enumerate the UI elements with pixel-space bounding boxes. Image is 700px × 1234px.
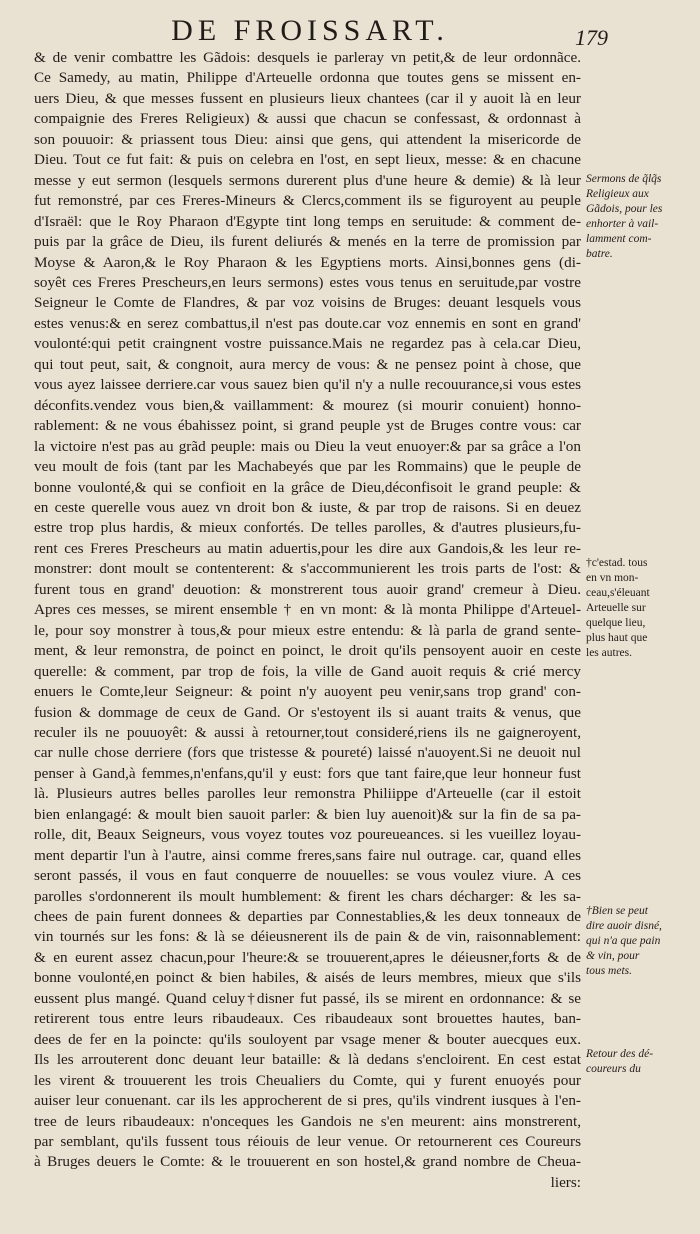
text-line: & en eurent assez chacun,pour l'heure:& se trouuerent,apres le déieusner,forts & de (34, 948, 581, 966)
text-line: & de venir combattre les Gãdois: desquels ie parleray vn petit,& de leur ordonnãce. (34, 49, 581, 66)
marginal-note-line: qui n'a que pain (586, 935, 661, 947)
text-line: le, pour soy monstrer à tous,& pour mieux estre entendu: & là parla de grand sente- (34, 621, 581, 639)
text-line: bonne voulonté,& qui se confioit en la grâce de Dieu,déconfisoit le grand peuple: & (34, 478, 581, 496)
marginal-note-line: tous mets. (586, 965, 632, 977)
text-line: rablement: & ne vous ébahissez point, si grand peuple yst de Bruges contre vous: car (34, 417, 581, 435)
text-line: par semblant, qu'ils fussent tous réiouis de leur venue. Or retournerent ces Coureurs (34, 1133, 581, 1151)
text-line: veu moult de fois (tant par les Machabeyés que par les Rommains) que le peuple de (34, 458, 581, 476)
text-line: les virent & trouuerent les trois Cheualiers du Comte, qui y furent enuoyés pour (34, 1071, 581, 1089)
marginal-note-line: & vin, pour (586, 950, 640, 962)
text-line: rent ces Freres Prescheurs au matin aduertis,pour les dire aux Gandois,& les leur re- (34, 539, 581, 557)
text-line: monstrer: dont moult se contenterent: & s'accommunierent les trois parts de l'ost: & (34, 560, 581, 578)
text-line: déconfits.vendez vous bien,& vaillamment: & mourez (si mourir conuient) honno- (34, 396, 581, 414)
text-line: vous ayez laissee derriere.car vous sauez bien qu'il n'y a nulle recouurance,si vous estes (34, 376, 581, 394)
marginal-note-retour (586, 1047, 696, 1077)
text-line: bonne voulonté,en poinct & bien habiles, & aisés de leurs membres, mieux que s'ils (34, 969, 581, 987)
text-line: car nulle chose derriere (fors que tristesse & poureté) laissé n'auoyent.Si ne deuoit nul (34, 744, 581, 762)
marginal-note-estad (586, 556, 696, 661)
marginal-note-line: quelque lieu, (586, 617, 646, 629)
marginal-note-disne (586, 904, 696, 979)
text-line: vin tournés sur les fons: & là se déieusnerent ils de pain & de vin, raisonnablement: (34, 928, 581, 946)
main-text-block (34, 48, 581, 1193)
marginal-note-line: plus haut que (586, 632, 648, 644)
marginal-note-line: dire auoir disné, (586, 920, 662, 932)
text-line: Moyse & Aaron,& le Roy Pharaon & les Egyptiens morts. Ainsi,bonnes gens (di- (34, 253, 581, 271)
text-line: d'Israël: que le Roy Pharaon d'Egypte tint long temps en seruitude: & comment de- (34, 212, 581, 230)
text-line: Ils les arrouterent donc deuant leur bataille: & là dedans s'encloirent. En cest estat (34, 1051, 581, 1069)
text-line: bien enlangagé: & moult bien sauoit parler: & bien luy auenoit)& sur la fin de sa pa- (34, 805, 581, 823)
text-line: rolle, dit, Beaux Seigneurs, vous voyez toutes voz poureueances. si les vueillez loyau- (34, 826, 581, 844)
page-number: 179 (575, 25, 608, 50)
text-line: uers Dieu, & que messes fussent en plusieurs lieux chantees (car il y auoit là en leur (34, 89, 581, 107)
marginal-note-line: †Bien se peut (586, 905, 648, 917)
text-line: son pouuoir: & priassent tous Dieu: ainsi que gens, qui attendent la misericorde de (34, 130, 581, 148)
text-line: chees de pain furent donnees & departies par Connestablies,& les deux tonneaux de (34, 908, 581, 926)
text-line: voulonté:qui petit craingnent vostre puissance.Mais ne regardez pas à cela.car Dieu, (34, 335, 581, 353)
text-line: Ce Samedy, au matin, Philippe d'Arteuelle ordonna que toutes gens se missent en- (34, 69, 581, 87)
text-line: en ceste querelle vous auez vn droit bon & iuste, & par trop de raisons. Si en deuez (34, 498, 581, 516)
marginal-note-line: les autres. (586, 647, 632, 659)
text-line: Seigneur le Comte de Flandres, & par voz voisins de Bruges: deuant lesquels vous (34, 294, 581, 312)
text-line: dees de fer en la poincte: qu'ils souloyent par vsage mener & bouter auecques eux. (34, 1030, 581, 1048)
text-line: parolles s'ordonnerent ils moult humblement: & firent les chars décharger: & les sa- (34, 887, 581, 905)
marginal-note-line: Religieux aux (586, 188, 649, 200)
text-line: puis par la grâce de Dieu, ils furent deliurés & menés en la terre de promission par (34, 233, 581, 251)
marginal-note-line: batre. (586, 248, 613, 260)
marginal-note-line: lamment com- (586, 233, 652, 245)
marginal-note-line: Arteuelle sur (586, 602, 646, 614)
text-line: retirerent tous entre leurs ribaudeaux. Ces ribaudeaux sont brouettes hautes, ban- (34, 1010, 581, 1028)
text-line: à Bruges deuers le Comte: & le trouuerent en son hostel,& grand nombre de Cheua- (34, 1153, 581, 1171)
text-line: qui tout peut, sait, & congnoit, aura mercy de vous: & ne pensez point à chose, que (34, 355, 581, 373)
marginal-note-line: ceau,s'éleuant (586, 587, 650, 599)
text-line: Dieu. Tout ce fut fait: & puis on celebra en l'ost, en sept lieux, messe: & en chacune (34, 151, 581, 169)
marginal-note-line: †c'estad. tous (586, 557, 648, 569)
text-line: fut remonstré, par ces Freres-Mineurs & Clercs,comment ils se figuroyent au peuple (34, 192, 581, 210)
marginal-note-sermons (586, 172, 696, 262)
text-line: estes venus:& en serez combattus,il n'est pas doute.car voz ennemis en sont en grand' (34, 314, 581, 332)
text-line: estre trop plus hardis, & mieux confortés. De telles parolles, & d'autres plusieurs,fu- (34, 519, 581, 537)
text-line: fusion & dommage de ceux de Gand. Or s'estoyent ils si auant traits & venus, que (34, 703, 581, 721)
text-line: là. Plusieurs autres belles parolles leur remonstra Philiippe d'Arteuelle (car il estoit (34, 785, 581, 803)
text-line: ment, & leur remonstra, de poinct en poinct, le droit qu'ils pensoyent auoir en ceste (34, 642, 581, 660)
marginal-note-line: en vn mon- (586, 572, 639, 584)
text-line: querelle: & comment, par trop de fois, la ville de Gand auoit requis & crié mercy (34, 662, 581, 680)
text-line: messe y eut sermon (lesquels sermons durerent plus d'une heure & demie) & là leur (34, 171, 581, 189)
text-line: furent tous en grand' deuotion: & monstrerent tous auoir grand' cremeur à Dieu. (34, 580, 581, 598)
text-line: Apres ces messes, se mirent ensemble † en vn mont: & là monta Philippe d'Arteuel- (34, 601, 581, 619)
text-line: la victoire n'est pas au grãd peuple: mais ou Dieu la veut enuoyer:& par sa grâce a l'on (34, 437, 581, 455)
catchword: liers: (550, 1173, 581, 1191)
marginal-note-line: Gãdois, pour les (586, 203, 663, 215)
marginal-note-line: Sermons de q̃lq̃s (586, 173, 662, 185)
text-line: enuers le Comte,leur Seigneur: & point n'y auoyent peu venir,sans trop grand' con- (34, 683, 581, 701)
text-line: reculer ils ne pouuoyêt: & aussi à retourner,tout consideré,riens ils ne gaigneroyent, (34, 723, 581, 741)
text-line: seront passés, il vous en faut conquerre de nouuelles: se vous voulez viure. A ces (34, 867, 581, 885)
text-line: penser à Gand,à femmes,n'enfans,qu'il y eust: fors que tant faire,que leur honneur fust (34, 764, 581, 782)
text-line: tree de leurs ribaudeaux: n'onceques les Gandois ne s'en meurent: ains monstrerent, (34, 1112, 581, 1130)
text-line: ment departir l'un à l'autre, ainsi comme freres,sans faire nul outrage. car, quand elles (34, 846, 581, 864)
marginal-note-line: Retour des dé- (586, 1048, 654, 1060)
marginal-note-line: enhorter à vail- (586, 218, 659, 230)
marginal-note-line: coureurs du (586, 1063, 641, 1075)
running-title: DE FROISSART. (171, 14, 449, 47)
text-line: compaignie des Freres Religieux) & aussi que chacun se confessast, & ordonnast à (34, 110, 581, 128)
text-line: eussent plus mangé. Quand celuy†disner fut passé, ils se mirent en ordonnance: & se (34, 989, 581, 1007)
text-line: soyêt ces Freres Prescheurs,en leurs sermons) estes vous tenus en seruitude,par vostre (34, 273, 581, 291)
text-line: auiser leur conuenant. car ils les approcherent de si pres, qu'ils vindrent iusques à l'en- (34, 1092, 581, 1110)
